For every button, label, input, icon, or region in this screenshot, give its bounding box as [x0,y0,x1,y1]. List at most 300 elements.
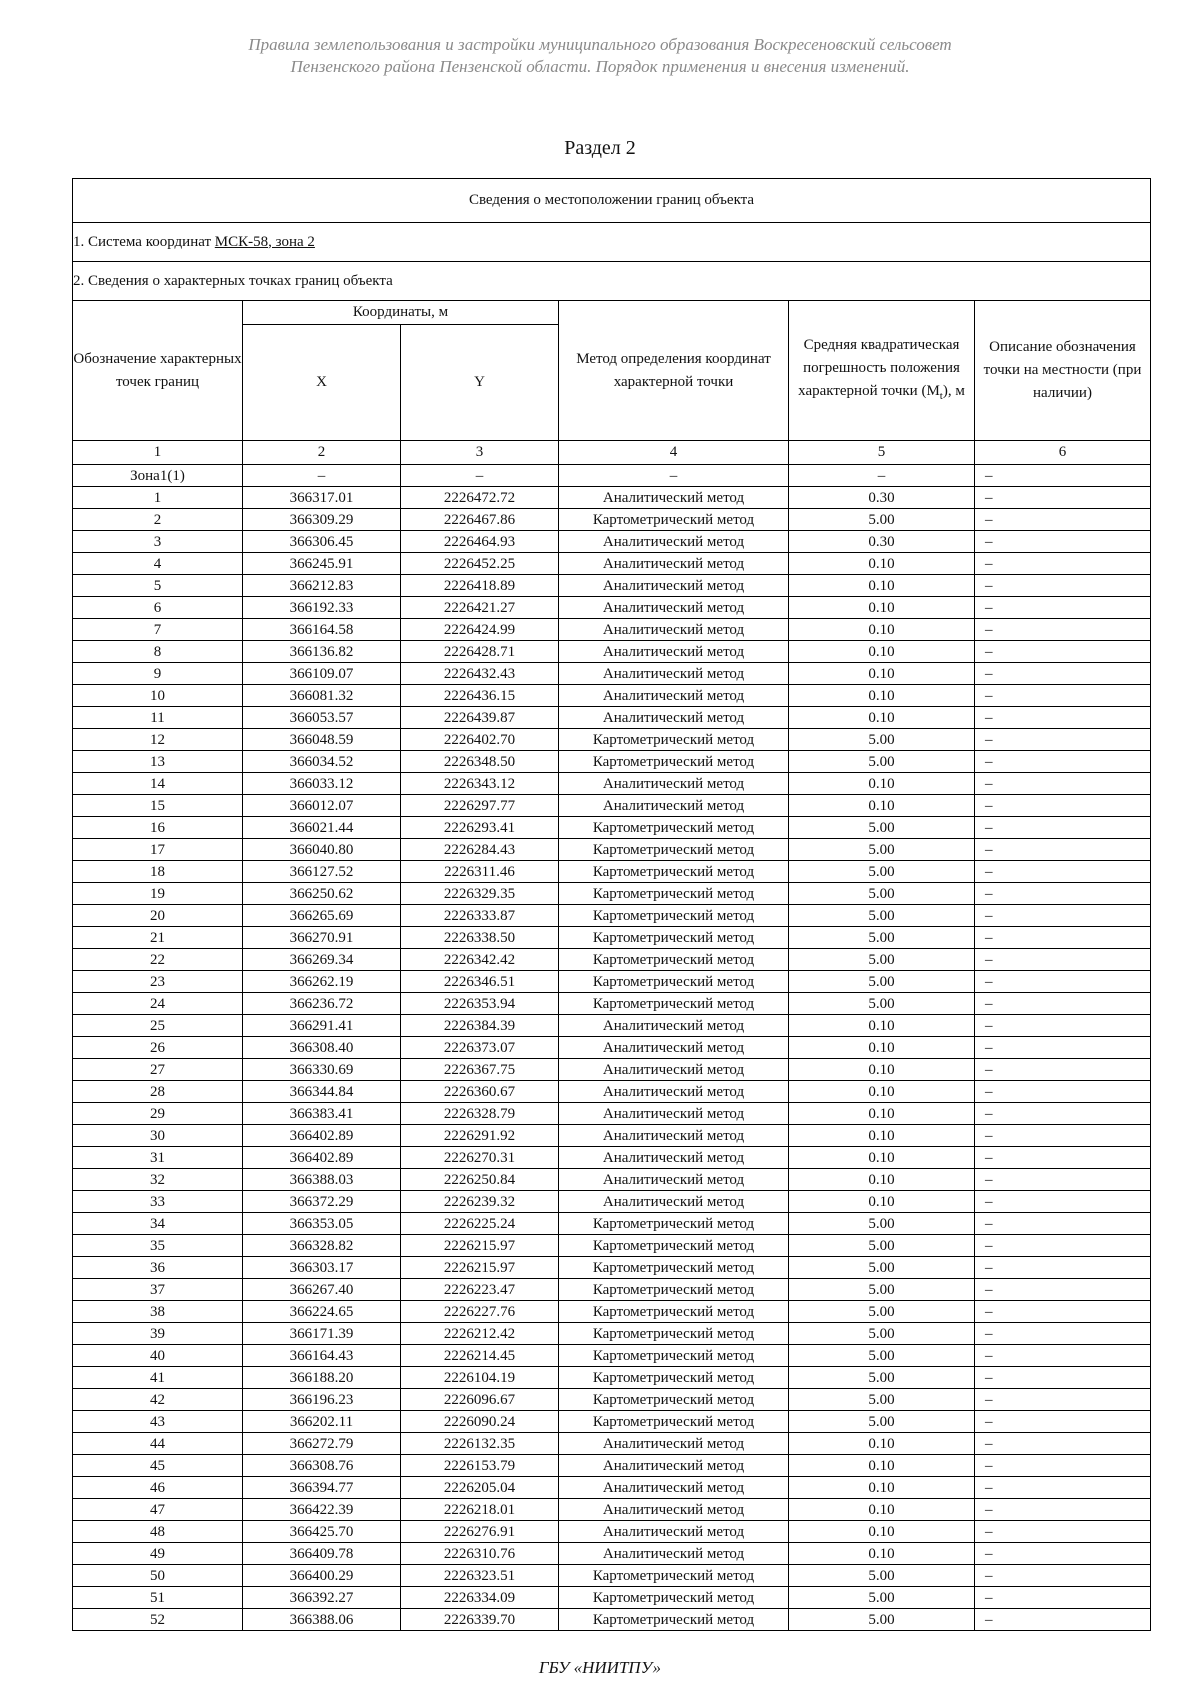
method-cell: Аналитический метод [559,663,789,685]
coord-y-cell: 2226342.42 [401,949,559,971]
table-row [73,1125,1151,1147]
point-number-cell: 46 [73,1477,243,1499]
header-line-2: Пензенского района Пензенской области. Порядок применения и внесения изменений. [290,57,910,76]
coord-x-cell: 366308.76 [243,1455,401,1477]
header-coordinates: Координаты, м [243,301,559,325]
point-number-cell: 49 [73,1543,243,1565]
coord-x-cell: 366048.59 [243,729,401,751]
error-cell: 5.00 [789,1323,975,1345]
error-cell: 5.00 [789,1367,975,1389]
error-cell: 5.00 [789,1235,975,1257]
description-cell: – [975,1389,1151,1411]
method-cell: Картометрический метод [559,927,789,949]
error-cell: 0.10 [789,641,975,663]
description-cell: – [975,1521,1151,1543]
table-row [73,1609,1151,1631]
point-number-cell: 50 [73,1565,243,1587]
method-cell: Картометрический метод [559,971,789,993]
coord-x-cell: 366422.39 [243,1499,401,1521]
boundary-points-table [72,178,1151,1631]
point-number-cell: 51 [73,1587,243,1609]
error-cell: 5.00 [789,1411,975,1433]
description-cell: – [975,795,1151,817]
point-number-cell: 7 [73,619,243,641]
coord-y-cell: 2226334.09 [401,1587,559,1609]
method-cell: Аналитический метод [559,575,789,597]
method-cell: Картометрический метод [559,1389,789,1411]
table-row [73,949,1151,971]
error-cell: 5.00 [789,1257,975,1279]
table-row [73,883,1151,905]
description-cell: – [975,1565,1151,1587]
table-row [73,1235,1151,1257]
method-cell: Картометрический метод [559,1587,789,1609]
coord-y-cell: 2226297.77 [401,795,559,817]
error-cell: 5.00 [789,971,975,993]
description-cell: – [975,1587,1151,1609]
point-number-cell: 39 [73,1323,243,1345]
method-cell: Аналитический метод [559,597,789,619]
coord-y-cell: 2226329.35 [401,883,559,905]
description-cell: – [975,1279,1151,1301]
header-description: Описание обозначения точки на местности (при наличии) [975,301,1151,441]
table-row [73,663,1151,685]
coord-x-cell: 366270.91 [243,927,401,949]
column-number: 3 [401,441,559,465]
coord-y-cell: 2226218.01 [401,1499,559,1521]
coord-x-cell: 366388.06 [243,1609,401,1631]
description-cell: – [975,1609,1151,1631]
error-cell: 5.00 [789,1609,975,1631]
table-row [73,707,1151,729]
coord-x-cell: 366353.05 [243,1213,401,1235]
description-cell: – [975,575,1151,597]
coord-y-cell: 2226310.76 [401,1543,559,1565]
header-point: Обозначение характерных точек границ [73,301,243,441]
header-error-sub: t [939,389,943,402]
point-number-cell: 42 [73,1389,243,1411]
coord-x-cell: 366372.29 [243,1191,401,1213]
coord-x-cell: 366309.29 [243,509,401,531]
coord-x-cell: 366269.34 [243,949,401,971]
point-number-cell: 26 [73,1037,243,1059]
point-number-cell: 12 [73,729,243,751]
method-cell: Картометрический метод [559,1279,789,1301]
coord-y-cell: 2226424.99 [401,619,559,641]
coord-x-cell: 366192.33 [243,597,401,619]
method-cell: Картометрический метод [559,1323,789,1345]
error-cell: 0.10 [789,685,975,707]
point-number-cell: 35 [73,1235,243,1257]
coord-x-cell: 366202.11 [243,1411,401,1433]
point-number-cell: 48 [73,1521,243,1543]
description-cell: – [975,1301,1151,1323]
description-cell: – [975,1323,1151,1345]
table-row [73,1367,1151,1389]
method-cell: Аналитический метод [559,1037,789,1059]
coord-y-cell: 2226439.87 [401,707,559,729]
point-number-cell: 30 [73,1125,243,1147]
description-cell: – [975,1147,1151,1169]
point-number-cell: 10 [73,685,243,707]
coord-x-cell: 366188.20 [243,1367,401,1389]
error-cell: 0.10 [789,1191,975,1213]
table-row [73,597,1151,619]
point-number-cell: 25 [73,1015,243,1037]
coord-x-cell: 366196.23 [243,1389,401,1411]
coord-y-cell: 2226276.91 [401,1521,559,1543]
error-cell: 0.10 [789,1015,975,1037]
coord-y-cell: 2226250.84 [401,1169,559,1191]
point-number-cell: 31 [73,1147,243,1169]
description-cell: – [975,1191,1151,1213]
coord-x-cell: 366164.43 [243,1345,401,1367]
coord-y-cell: 2226373.07 [401,1037,559,1059]
error-cell: 5.00 [789,1345,975,1367]
table-row [73,1147,1151,1169]
point-number-cell: 34 [73,1213,243,1235]
table-row [73,509,1151,531]
table-row [73,1169,1151,1191]
method-cell: Аналитический метод [559,1125,789,1147]
coord-x-cell: 366245.91 [243,553,401,575]
table-row [73,553,1151,575]
method-cell: Аналитический метод [559,795,789,817]
coord-x-cell: 366053.57 [243,707,401,729]
method-cell: Картометрический метод [559,949,789,971]
description-cell: – [975,1257,1151,1279]
error-cell: 0.10 [789,1521,975,1543]
coord-y-cell: 2226333.87 [401,905,559,927]
coord-y-cell: 2226132.35 [401,1433,559,1455]
table-row [73,1499,1151,1521]
description-cell: – [975,1125,1151,1147]
coord-y-cell: 2226343.12 [401,773,559,795]
description-cell: – [975,1345,1151,1367]
table-row [73,905,1151,927]
coord-y-cell: 2226353.94 [401,993,559,1015]
point-number-cell: 20 [73,905,243,927]
document-header [0,34,1200,78]
zone-cell: – [401,465,559,487]
coord-x-cell: 366040.80 [243,839,401,861]
coord-y-cell: 2226090.24 [401,1411,559,1433]
method-cell: Аналитический метод [559,773,789,795]
table-row [73,751,1151,773]
error-cell: 0.10 [789,1433,975,1455]
point-number-cell: 36 [73,1257,243,1279]
method-cell: Картометрический метод [559,1301,789,1323]
description-cell: – [975,927,1151,949]
method-cell: Аналитический метод [559,707,789,729]
description-cell: – [975,1477,1151,1499]
coord-y-cell: 2226360.67 [401,1081,559,1103]
point-number-cell: 28 [73,1081,243,1103]
column-number-row [73,441,1151,465]
coord-y-cell: 2226311.46 [401,861,559,883]
table-row [73,1301,1151,1323]
coord-y-cell: 2226284.43 [401,839,559,861]
table-row [73,729,1151,751]
method-cell: Аналитический метод [559,1543,789,1565]
point-number-cell: 23 [73,971,243,993]
method-cell: Картометрический метод [559,1565,789,1587]
table-row [73,1455,1151,1477]
zone-row [73,465,1151,487]
coord-x-cell: 366033.12 [243,773,401,795]
coordinate-system [73,223,1151,262]
error-cell: 0.10 [789,795,975,817]
description-cell: – [975,1235,1151,1257]
coordinate-system-label: 1. Система координат [73,233,215,250]
table-row [73,927,1151,949]
point-number-cell: 11 [73,707,243,729]
coord-y-cell: 2226153.79 [401,1455,559,1477]
description-cell: – [975,685,1151,707]
method-cell: Аналитический метод [559,619,789,641]
coord-x-cell: 366136.82 [243,641,401,663]
method-cell: Картометрический метод [559,1257,789,1279]
table-row [73,1587,1151,1609]
coord-y-cell: 2226402.70 [401,729,559,751]
error-cell: 0.10 [789,553,975,575]
coord-x-cell: 366303.17 [243,1257,401,1279]
method-cell: Картометрический метод [559,1235,789,1257]
description-cell: – [975,729,1151,751]
table-row [73,1543,1151,1565]
error-cell: 5.00 [789,993,975,1015]
point-number-cell: 40 [73,1345,243,1367]
point-number-cell: 22 [73,949,243,971]
method-cell: Аналитический метод [559,531,789,553]
coord-x-cell: 366012.07 [243,795,401,817]
header-method: Метод определения координат характерной точки [559,301,789,441]
method-cell: Аналитический метод [559,1169,789,1191]
error-cell: 0.10 [789,1125,975,1147]
table-row [73,1081,1151,1103]
coord-y-cell: 2226346.51 [401,971,559,993]
description-cell: – [975,839,1151,861]
error-cell: 0.10 [789,1081,975,1103]
method-cell: Аналитический метод [559,1015,789,1037]
error-cell: 5.00 [789,861,975,883]
description-cell: – [975,861,1151,883]
method-cell: Аналитический метод [559,1147,789,1169]
column-number: 2 [243,441,401,465]
point-number-cell: 52 [73,1609,243,1631]
coord-y-cell: 2226472.72 [401,487,559,509]
zone-cell: – [243,465,401,487]
method-cell: Аналитический метод [559,553,789,575]
coord-y-cell: 2226464.93 [401,531,559,553]
description-cell: – [975,773,1151,795]
method-cell: Картометрический метод [559,729,789,751]
coord-x-cell: 366425.70 [243,1521,401,1543]
description-cell: – [975,1543,1151,1565]
description-cell: – [975,905,1151,927]
point-number-cell: 33 [73,1191,243,1213]
description-cell: – [975,1081,1151,1103]
table-row [73,1477,1151,1499]
coord-x-cell: 366109.07 [243,663,401,685]
table-row [73,685,1151,707]
coord-y-cell: 2226338.50 [401,927,559,949]
document-footer: ГБУ «НИИТПУ» [538,1658,662,1677]
coord-y-cell: 2226367.75 [401,1059,559,1081]
error-cell: 5.00 [789,949,975,971]
point-number-cell: 27 [73,1059,243,1081]
coord-x-cell: 366265.69 [243,905,401,927]
point-number-cell: 41 [73,1367,243,1389]
header-error [789,301,975,441]
table-row [73,795,1151,817]
point-number-cell: 5 [73,575,243,597]
description-cell: – [975,641,1151,663]
point-number-cell: 37 [73,1279,243,1301]
method-cell: Аналитический метод [559,1081,789,1103]
error-cell: 0.10 [789,1059,975,1081]
error-cell: 0.10 [789,1477,975,1499]
method-cell: Картометрический метод [559,883,789,905]
method-cell: Аналитический метод [559,1499,789,1521]
coord-x-cell: 366409.78 [243,1543,401,1565]
coord-y-cell: 2226104.19 [401,1367,559,1389]
coord-y-cell: 2226384.39 [401,1015,559,1037]
description-cell: – [975,1059,1151,1081]
table-row [73,1389,1151,1411]
coord-y-cell: 2226432.43 [401,663,559,685]
error-cell: 0.10 [789,1543,975,1565]
table-row [73,817,1151,839]
point-number-cell: 15 [73,795,243,817]
point-number-cell: 44 [73,1433,243,1455]
error-cell: 0.10 [789,1499,975,1521]
method-cell: Картометрический метод [559,817,789,839]
description-cell: – [975,1103,1151,1125]
table-row [73,1037,1151,1059]
point-number-cell: 6 [73,597,243,619]
point-number-cell: 32 [73,1169,243,1191]
table-row [73,1015,1151,1037]
coord-x-cell: 366317.01 [243,487,401,509]
point-number-cell: 2 [73,509,243,531]
description-cell: – [975,1455,1151,1477]
coord-y-cell: 2226270.31 [401,1147,559,1169]
error-cell: 5.00 [789,1279,975,1301]
table-row [73,1059,1151,1081]
point-number-cell: 21 [73,927,243,949]
point-number-cell: 1 [73,487,243,509]
table-row [73,1191,1151,1213]
coord-x-cell: 366212.83 [243,575,401,597]
coord-y-cell: 2226452.25 [401,553,559,575]
section-title: Раздел 2 [564,137,636,159]
coord-x-cell: 366236.72 [243,993,401,1015]
error-cell: 5.00 [789,883,975,905]
column-number: 6 [975,441,1151,465]
column-number: 1 [73,441,243,465]
header-y: Y [401,325,559,441]
method-cell: Картометрический метод [559,751,789,773]
method-cell: Картометрический метод [559,1411,789,1433]
table-row [73,619,1151,641]
description-cell: – [975,619,1151,641]
description-cell: – [975,707,1151,729]
coord-y-cell: 2226421.27 [401,597,559,619]
method-cell: Аналитический метод [559,685,789,707]
description-cell: – [975,553,1151,575]
coord-x-cell: 366291.41 [243,1015,401,1037]
coord-x-cell: 366392.27 [243,1587,401,1609]
description-cell: – [975,1499,1151,1521]
description-cell: – [975,597,1151,619]
header-x: X [243,325,401,441]
table-row [73,1213,1151,1235]
coord-y-cell: 2226348.50 [401,751,559,773]
error-cell: 0.10 [789,663,975,685]
point-number-cell: 3 [73,531,243,553]
error-cell: 0.10 [789,1455,975,1477]
error-cell: 5.00 [789,817,975,839]
coord-y-cell: 2226239.32 [401,1191,559,1213]
coord-x-cell: 366306.45 [243,531,401,553]
error-cell: 0.10 [789,1103,975,1125]
point-number-cell: 47 [73,1499,243,1521]
method-cell: Аналитический метод [559,1455,789,1477]
coord-x-cell: 366021.44 [243,817,401,839]
table-row [73,861,1151,883]
error-cell: 0.10 [789,1147,975,1169]
point-number-cell: 9 [73,663,243,685]
table-row [73,1103,1151,1125]
error-cell: 5.00 [789,1389,975,1411]
method-cell: Картометрический метод [559,993,789,1015]
method-cell: Картометрический метод [559,905,789,927]
table-row [73,641,1151,663]
description-cell: – [975,971,1151,993]
coord-x-cell: 366328.82 [243,1235,401,1257]
method-cell: Аналитический метод [559,641,789,663]
error-cell: 0.10 [789,597,975,619]
zone-cell: – [559,465,789,487]
column-number: 4 [559,441,789,465]
coord-y-cell: 2226214.45 [401,1345,559,1367]
coord-y-cell: 2226418.89 [401,575,559,597]
coord-x-cell: 366164.58 [243,619,401,641]
description-cell: – [975,1213,1151,1235]
description-cell: – [975,949,1151,971]
point-number-cell: 17 [73,839,243,861]
coord-y-cell: 2226291.92 [401,1125,559,1147]
coord-y-cell: 2226323.51 [401,1565,559,1587]
error-cell: 0.10 [789,707,975,729]
error-cell: 0.10 [789,619,975,641]
coord-x-cell: 366394.77 [243,1477,401,1499]
table-row [73,1323,1151,1345]
table-row [73,1521,1151,1543]
coord-x-cell: 366344.84 [243,1081,401,1103]
zone-cell: – [975,465,1151,487]
coord-x-cell: 366400.29 [243,1565,401,1587]
description-cell: – [975,663,1151,685]
coord-y-cell: 2226225.24 [401,1213,559,1235]
header-error-prefix: Средняя квадратическая погрешность положения характерной точки (M [798,336,960,399]
coord-x-cell: 366388.03 [243,1169,401,1191]
points-info: 2. Сведения о характерных точках границ объекта [73,262,1151,301]
coord-y-cell: 2226339.70 [401,1609,559,1631]
description-cell: – [975,817,1151,839]
table-row [73,487,1151,509]
